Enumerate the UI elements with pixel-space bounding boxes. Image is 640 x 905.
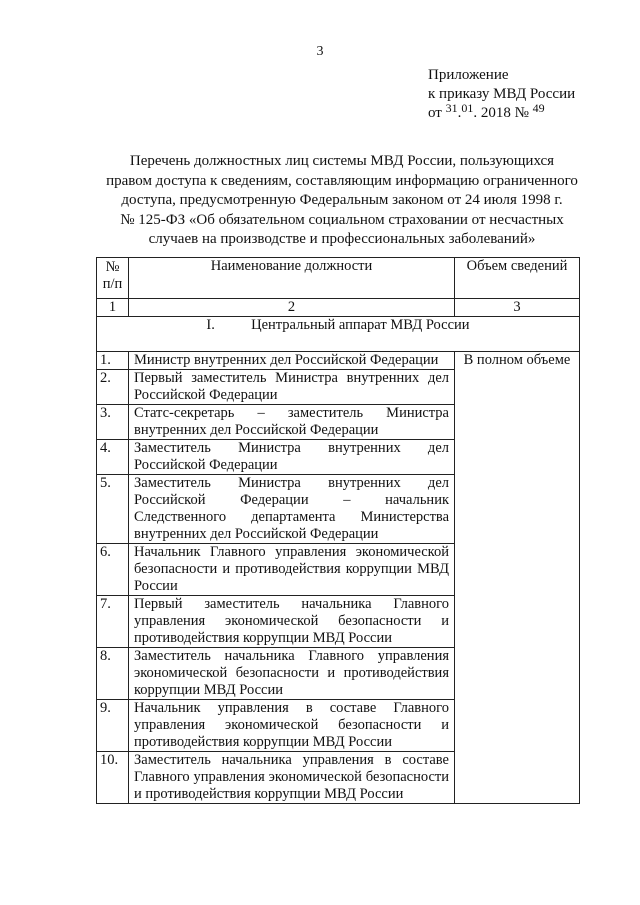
row-number: 8. <box>97 648 129 700</box>
position-name: Заместитель Министра внутренних дел Российской Федерации – начальник Следственного департамента Министерства внутренних дел Российской Федерации <box>129 475 455 544</box>
position-name: Первый заместитель начальника Главного управления экономической безопасности и противодействия коррупции МВД России <box>129 596 455 648</box>
header-position-name: Наименование должности <box>129 258 455 299</box>
position-name: Заместитель начальника Главного управления экономической безопасности и противодействия коррупции МВД России <box>129 648 455 700</box>
table-row <box>97 352 580 370</box>
page-number: 3 <box>316 44 324 59</box>
appendix-order-ref: к приказу МВД России <box>428 86 576 102</box>
header-scope: Объем сведений <box>455 258 580 299</box>
row-number: 3. <box>97 405 129 440</box>
date-month: 01 <box>461 101 474 115</box>
order-number: 49 <box>532 101 545 115</box>
appendix-title: Приложение <box>428 67 509 83</box>
title-line: доступа, предусмотренную Федеральным законом от 24 июля 1998 г. <box>121 192 563 208</box>
title-line: правом доступа к сведениям, составляющим информацию ограниченного <box>106 172 578 189</box>
position-name: Начальник управления в составе Главного управления экономической безопасности и противодействия коррупции МВД России <box>129 700 455 752</box>
column-number: 3 <box>455 299 580 317</box>
row-number: 2. <box>97 370 129 405</box>
row-number: 5. <box>97 475 129 544</box>
positions-table <box>96 257 580 804</box>
row-number: 10. <box>97 752 129 804</box>
date-prefix: от <box>428 105 442 121</box>
position-name: Заместитель начальника управления в составе Главного управления экономической безопасности и противодействия коррупции МВД России <box>129 752 455 804</box>
position-name: Статс-секретарь – заместитель Министра внутренних дел Российской Федерации <box>129 405 455 440</box>
column-number: 1 <box>97 299 129 317</box>
row-number: 6. <box>97 544 129 596</box>
header-number: № п/п <box>97 258 129 299</box>
scope-cell: В полном объеме <box>455 352 580 804</box>
title-line: случаев на производстве и профессиональных заболеваний» <box>148 231 536 247</box>
appendix-block <box>428 66 575 123</box>
date-year-number-label: . 2018 № <box>473 105 529 121</box>
appendix-date-line <box>428 101 575 123</box>
section-row <box>97 317 580 352</box>
row-number: 4. <box>97 440 129 475</box>
date-day: 31 <box>445 101 458 115</box>
title-line: № 125-ФЗ «Об обязательном социальном страховании от несчастных <box>120 211 564 228</box>
position-name: Министр внутренних дел Российской Федерации <box>129 352 455 370</box>
row-number: 7. <box>97 596 129 648</box>
row-number: 9. <box>97 700 129 752</box>
position-name: Заместитель Министра внутренних дел Российской Федерации <box>129 440 455 475</box>
date-separator: . <box>457 105 462 121</box>
table-header-row <box>97 258 580 299</box>
column-number: 2 <box>129 299 455 317</box>
position-name: Начальник Главного управления экономической безопасности и противодействия коррупции МВД России <box>129 544 455 596</box>
title-line: Перечень должностных лиц системы МВД России, пользующихся <box>129 153 555 169</box>
position-name: Первый заместитель Министра внутренних дел Российской Федерации <box>129 370 455 405</box>
column-numbers-row <box>97 299 580 317</box>
row-number: 1. <box>97 352 129 370</box>
section-title: I. Центральный аппарат МВД России <box>97 317 580 352</box>
document-title <box>88 152 596 250</box>
